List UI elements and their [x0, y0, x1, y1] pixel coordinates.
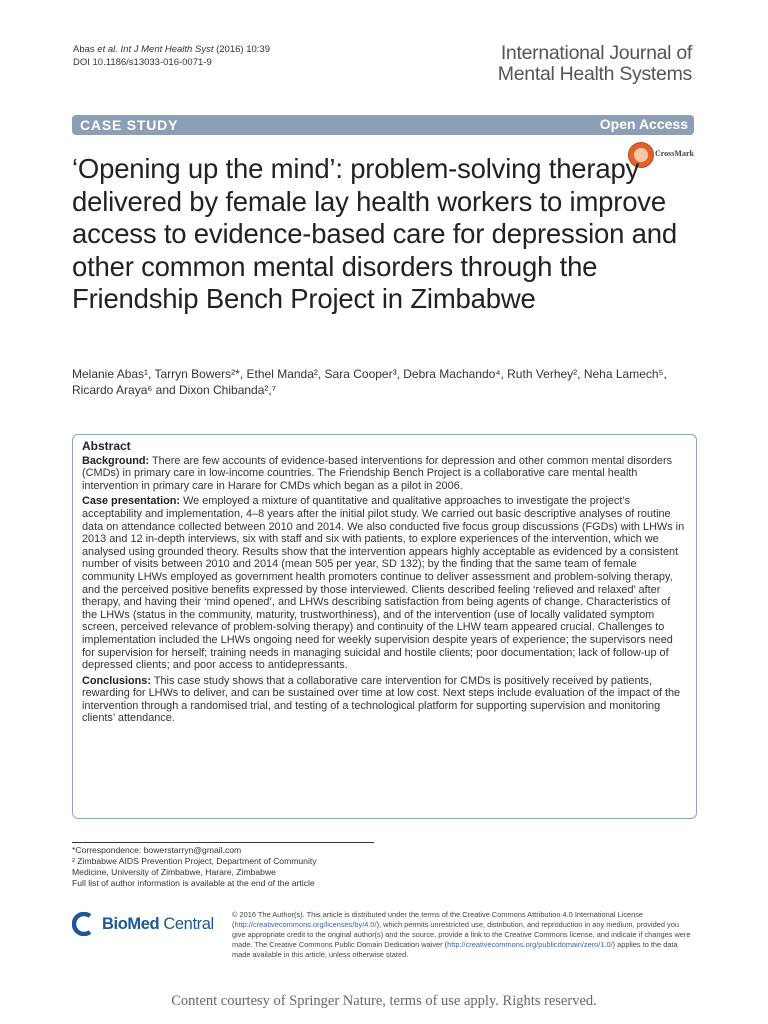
license-part-2: ), which permits unrestricted use, distribution, and reproduction in any medium, provided you give appropriate credit to the original author(s) and the source, provide a link to the Creative Commons license, and indicate if changes were made. The Creative Commons Public Domain Dedication waiver ( — [232, 920, 691, 949]
biomed-central-logo[interactable] — [72, 910, 222, 944]
citation-year: (2016) 10:39 — [213, 44, 270, 55]
license-part-3: ) applies to the data made available in this article, unless otherwise stated. — [232, 940, 678, 959]
conclusions-label: Conclusions: — [82, 674, 151, 687]
abstract-heading: Abstract — [82, 439, 131, 453]
full-list-note: Full list of author information is available at the end of the article — [72, 878, 315, 888]
journal-line-2: Mental Health Systems — [497, 63, 692, 85]
correspondence: *Correspondence: bowerstarryn@gmail.com — [72, 845, 242, 855]
citation-authors: Abas — [73, 44, 98, 55]
courtesy-notice: Content courtesy of Springer Nature, terms of use apply. Rights reserved. — [171, 993, 597, 1009]
doi[interactable]: DOI 10.1186/s13033-016-0071-9 — [73, 57, 212, 68]
biomed-bio: BioMed — [102, 915, 160, 933]
journal-name — [470, 43, 692, 85]
open-access-badge: Open Access — [599, 116, 688, 132]
citation-journal: et al. Int J Ment Health Syst — [97, 44, 214, 55]
license-link-2[interactable]: http://creativecommons.org/publicdomain/zero/1.0/ — [447, 940, 613, 949]
article-title: ‘Opening up the mind’: problem-solving therapy delivered by female lay health workers to improve access to evidence-based care for depression and other common mental disorders through the Friendship Bench Project in Zimbabwe — [72, 153, 677, 314]
abstract-case — [82, 495, 688, 671]
background-text: There are few accounts of evidence-based interventions for depression and other common mental disorders (CMDs) in primary care in low-income countries. The Friendship Bench Project is a collaborative care mental health intervention in primary care in Harare for CMDs which began as a pilot in 2006. — [82, 454, 673, 492]
biomed-central: Central — [159, 915, 214, 933]
crossmark-label: CrossMark — [655, 149, 694, 158]
biomed-logo-icon — [72, 912, 96, 936]
affiliation-line-1: ² Zimbabwe AIDS Prevention Project, Department of Community — [72, 856, 317, 866]
affiliation-line-2: Medicine, University of Zimbabwe, Harare, Zimbabwe — [72, 867, 276, 877]
citation-block — [73, 43, 270, 69]
footnotes — [72, 845, 392, 889]
journal-line-1: International Journal of — [500, 42, 692, 64]
author-line-1: Melanie Abas¹, Tarryn Bowers²*, Ethel Manda², Sara Cooper³, Debra Machando⁴, Ruth Verhey², Neha Lamech⁵, — [72, 367, 667, 381]
article-type-banner — [72, 115, 694, 135]
biomed-wordmark — [102, 915, 214, 934]
case-label: Case presentation: — [82, 495, 181, 508]
abstract-background — [82, 455, 688, 493]
article-type: CASE STUDY — [80, 117, 179, 133]
license-text — [232, 910, 694, 960]
citation-line — [73, 43, 270, 56]
case-text: We employed a mixture of quantitative and qualitative approaches to investigate the project’s acceptability and implementation, 4–8 years after the initial pilot study. We carried out basic descriptive analyses of routine data on attendance collected between 2010 and 2014. We also conducted five focus group discussions (FGDs) with LHWs in 2013 and 12 in-depth interviews, six with staff and six with patients, to explore experiences of the intervention, which we analysed using grounded theory. Results show that the intervention appears highly acceptable as evidenced by a consistent number of visits between 2010 and 2014 (mean 505 per year, SD 132); by the finding that the same team of female community LHWs employed as government health promoters continue to deliver assessment and problem-solving therapy, and the perceived positive benefits expressed by those interviewed. Clients described feeling ‘relieved and relaxed’ after therapy, and having their ‘mind opened’, and LHWs describing satisfaction from being agents of change. Characteristics of the LHWs (status in the community, maturity, trustworthiness), and of the intervention (use of locally validated symptom screen, perceived relevance of problem-solving therapy) and continuity of the LHW team appeared crucial. Challenges to implementation included the LHWs ongoing need for weekly supervision despite years of experience; the supervisors need for supervision for herself; training needs in managing suicidal and hostile clients; poor documentation; lack of follow-up of depressed clients; and poor access to antidepressants. — [82, 495, 685, 672]
footnote-divider — [72, 842, 374, 843]
conclusions-text: This case study shows that a collaborative care intervention for CMDs is positively received by patients, rewarding for LHWs to deliver, and can be sustained over time at low cost. Next steps include evaluation of the impact of the intervention through a randomised trial, and testing of a technological platform for supporting supervision and monitoring clients’ attendance. — [82, 674, 681, 725]
license-part-1: © 2016 The Author(s). This article is distributed under the terms of the Creative Commons Attribution 4.0 International License ( — [232, 910, 644, 929]
abstract-box — [72, 434, 697, 819]
license-link-1[interactable]: http://creativecommons.org/licenses/by/4.0/ — [234, 920, 377, 929]
background-label: Background: — [82, 454, 150, 467]
abstract-conclusions — [82, 675, 688, 725]
author-line-2: Ricardo Araya⁶ and Dixon Chibanda²,⁷ — [72, 383, 277, 397]
author-list — [72, 366, 697, 398]
